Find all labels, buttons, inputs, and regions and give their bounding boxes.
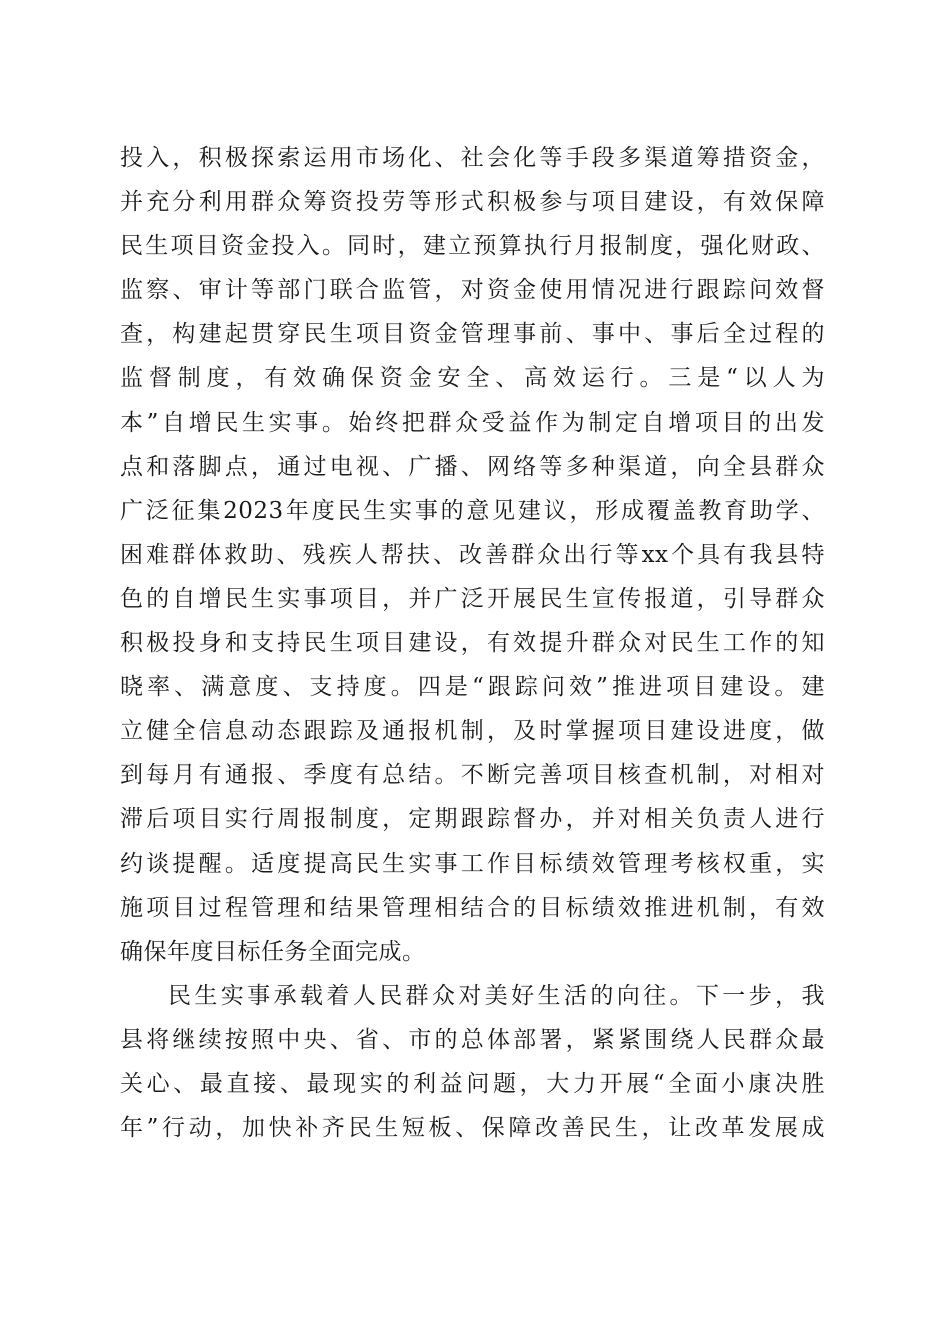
- text-line: 监督制度，有效确保资金安全、高效运行。三是“以人为: [120, 365, 825, 392]
- text-line: 关心、最直接、最现实的利益问题，大力开展“全面小康决胜: [120, 1070, 825, 1097]
- text-line: 施项目过程管理和结果管理相结合的目标绩效推进机制，有效: [120, 894, 825, 921]
- text-line: 困难群体救助、残疾人帮扶、改善群众出行等xx个具有我县特: [120, 541, 825, 568]
- text-line: 县将继续按照中央、省、市的总体部署，紧紧围绕人民群众最: [120, 1026, 825, 1053]
- text-line: 色的自增民生实事项目，并广泛开展民生宣传报道，引导群众: [120, 585, 825, 612]
- text-line: 民生项目资金投入。同时，建立预算执行月报制度，强化财政、: [120, 233, 825, 260]
- text-line: 滞后项目实行周报制度，定期跟踪督办，并对相关负责人进行: [120, 806, 825, 833]
- text-line: 确保年度目标任务全面完成。: [120, 938, 426, 965]
- text-line: 晓率、满意度、支持度。四是“跟踪问效”推进项目建设。建: [120, 674, 825, 701]
- text-line: 监察、审计等部门联合监管，对资金使用情况进行跟踪问效督: [120, 277, 825, 304]
- text-line: 点和落脚点，通过电视、广播、网络等多种渠道，向全县群众: [120, 453, 825, 480]
- text-line: 广泛征集2023年度民生实事的意见建议，形成覆盖教育助学、: [120, 497, 825, 524]
- text-line: 并充分利用群众筹资投劳等形式积极参与项目建设，有效保障: [120, 189, 825, 216]
- text-line: 约谈提醒。适度提高民生实事工作目标绩效管理考核权重，实: [120, 850, 825, 877]
- text-line: 民生实事承载着人民群众对美好生活的向往。下一步，我: [168, 982, 825, 1009]
- text-line: 积极投身和支持民生项目建设，有效提升群众对民生工作的知: [120, 630, 825, 657]
- text-line: 到每月有通报、季度有总结。不断完善项目核查机制，对相对: [120, 762, 825, 789]
- text-line: 年”行动，加快补齐民生短板、保障改善民生，让改革发展成: [120, 1115, 825, 1142]
- paragraph-2: [120, 974, 825, 1150]
- body-text: [120, 136, 825, 1150]
- text-line: 投入，积极探索运用市场化、社会化等手段多渠道筹措资金，: [120, 145, 825, 171]
- paragraph-1: [120, 136, 825, 974]
- text-line: 查，构建起贯穿民生项目资金管理事前、事中、事后全过程的: [120, 321, 825, 348]
- text-line: 立健全信息动态跟踪及通报机制，及时掌握项目建设进度，做: [120, 718, 825, 745]
- text-line: 本”自增民生实事。始终把群众受益作为制定自增项目的出发: [120, 409, 825, 436]
